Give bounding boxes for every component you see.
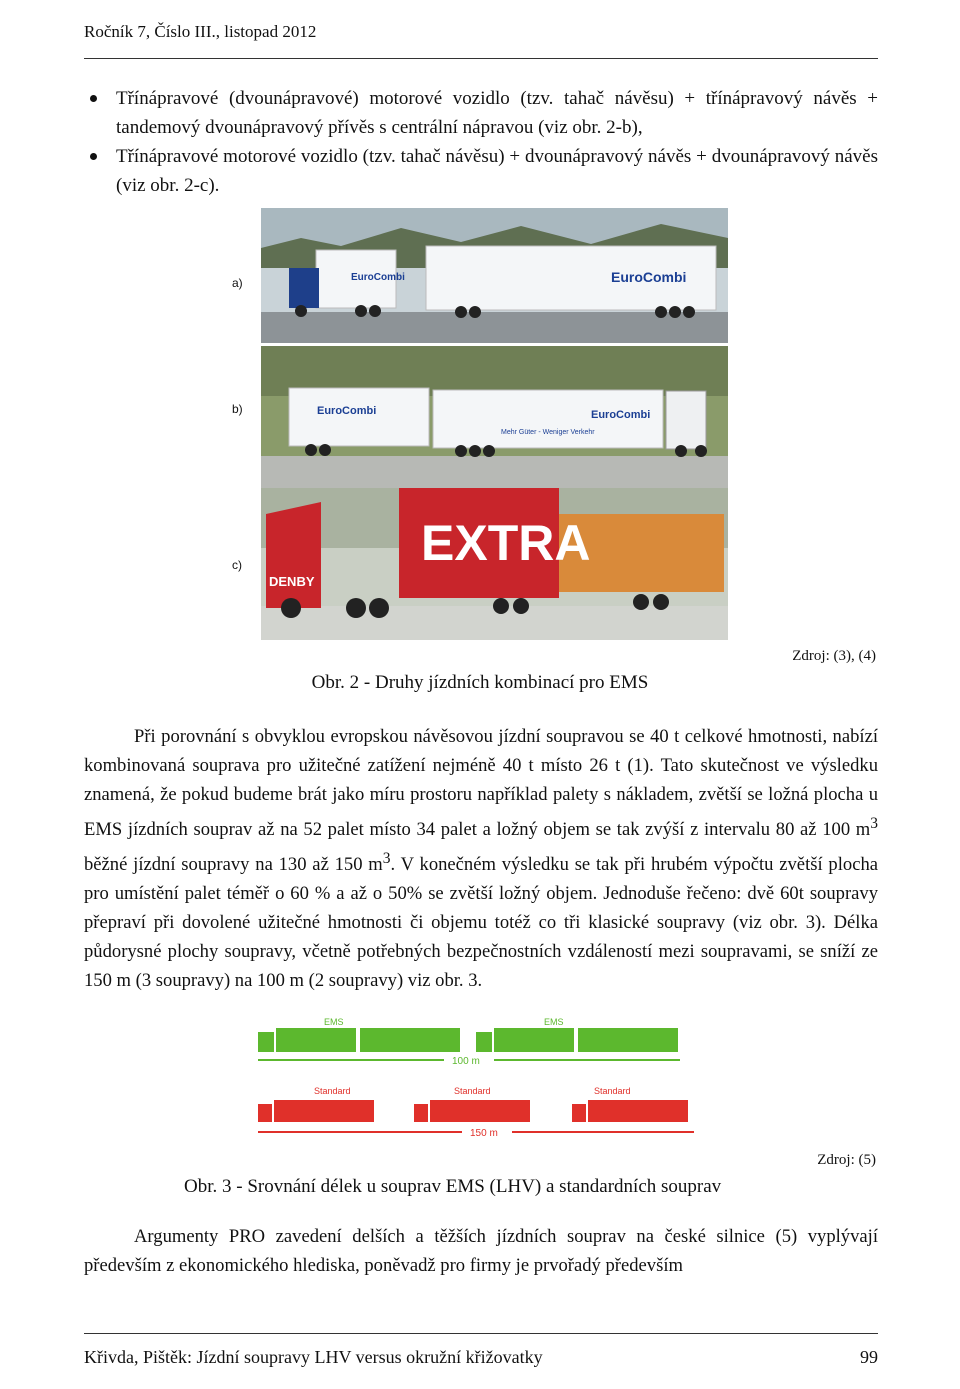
paragraph-text: . V konečném výsledku se tak při hrubém výpočtu zvětší plocha pro umístění palet téměř o 60 % a až o 50% se zvětší ložný objem. Jednoduše řečeno: dvě 60t soupravy přepraví při dovolené užitečné hmotnosti či objemu totéž co tři klasické soupravy (viz obr. 3). Délka půdorysné plochy soupravy, včetně potřebných bezpečnostních vzdáleností mezi soupravami, se sníží ze 150 m (3 soupravy) na 100 m (2 soupravy) viz obr. 3. bbox=[84, 854, 878, 992]
truck-photo-b bbox=[261, 346, 728, 488]
standard-row bbox=[258, 1086, 694, 1139]
figure-label-b: b) bbox=[232, 402, 243, 416]
eurocombi-logo: EuroCombi bbox=[317, 405, 377, 417]
eurocombi-logo: EuroCombi bbox=[611, 269, 687, 285]
ems-vs-standard-diagram bbox=[254, 1012, 704, 1150]
footer-authors: Křivda, Pištěk: Jízdní soupravy LHV versus okružní křižovatky bbox=[84, 1347, 543, 1367]
ems-label: EMS bbox=[324, 1017, 344, 1027]
standard-label: Standard bbox=[594, 1086, 631, 1096]
list-item: Třínápravové (dvounápravové) motorové vozidlo (tzv. tahač návěsu) + třínápravový návěs + tandemový dvounápravový přívěs s centrální nápravou (viz obr. 2-b), bbox=[84, 84, 878, 142]
page-footer bbox=[84, 1347, 878, 1368]
truck-photo-a bbox=[261, 208, 728, 343]
paragraph-text: běžné jízdní soupravy na 130 až 150 m bbox=[84, 854, 383, 876]
figure3-source: Zdroj: (5) bbox=[817, 1152, 876, 1168]
standard-label: Standard bbox=[314, 1086, 351, 1096]
header-rule bbox=[84, 58, 878, 59]
list-item: Třínápravové motorové vozidlo (tzv. tahač návěsu) + dvounápravový návěs + dvounápravový návěs (viz obr. 2-c). bbox=[84, 142, 878, 200]
superscript: 3 bbox=[382, 850, 391, 868]
truck-photo-c bbox=[261, 488, 728, 640]
standard-distance: 150 m bbox=[470, 1128, 498, 1139]
ems-label: EMS bbox=[544, 1017, 564, 1027]
journal-header: Ročník 7, Číslo III., listopad 2012 bbox=[84, 22, 317, 41]
truck-slogan: Mehr Güter - Weniger Verkehr bbox=[501, 429, 595, 436]
extra-lettering: EXTRA bbox=[421, 515, 591, 571]
ems-row bbox=[258, 1017, 680, 1067]
figure-label-c: c) bbox=[232, 558, 242, 572]
figure-label-a: a) bbox=[232, 276, 243, 290]
figure3-caption: Obr. 3 - Srovnání délek u souprav EMS (LHV) a standardních souprav bbox=[184, 1176, 722, 1197]
page-number: 99 bbox=[860, 1347, 878, 1367]
footer-rule bbox=[84, 1333, 878, 1334]
denby-logo: DENBY bbox=[269, 574, 315, 589]
paragraph-arguments bbox=[84, 1222, 878, 1280]
figure2-caption: Obr. 2 - Druhy jízdních kombinací pro EMS bbox=[311, 672, 649, 693]
superscript: 3 bbox=[870, 815, 878, 832]
figure2-source: Zdroj: (3), (4) bbox=[792, 648, 876, 664]
paragraph-text: Při porovnání s obvyklou evropskou návěsovou jízdní soupravou se 40 t celkové hmotnosti, nabízí kombinovaná souprava pro užitečné zatížení nejméně 40 t místo 26 t (1). Tato skutečnost ve výsledku znamená, že pokud budeme brát jako míru prostoru například palety s nákladem, zvětší se ložná plocha u EMS jízdních souprav až na 52 palet místo 34 palet a ložný objem se tak zvýší z intervalu 80 až 100 m bbox=[84, 726, 878, 841]
ems-distance: 100 m bbox=[452, 1056, 480, 1067]
eurocombi-logo: EuroCombi bbox=[591, 409, 651, 421]
paragraph-text: Argumenty PRO zavedení delších a těžších jízdních souprav na české silnice (5) vyplývají především z ekonomického hlediska, poněvadž pro firmy je prvořadý především bbox=[84, 1226, 878, 1276]
eurocombi-logo: EuroCombi bbox=[351, 272, 405, 283]
truck-photos bbox=[261, 208, 728, 640]
paragraph-comparison bbox=[84, 722, 878, 995]
standard-label: Standard bbox=[454, 1086, 491, 1096]
vehicle-combination-list bbox=[84, 84, 878, 200]
